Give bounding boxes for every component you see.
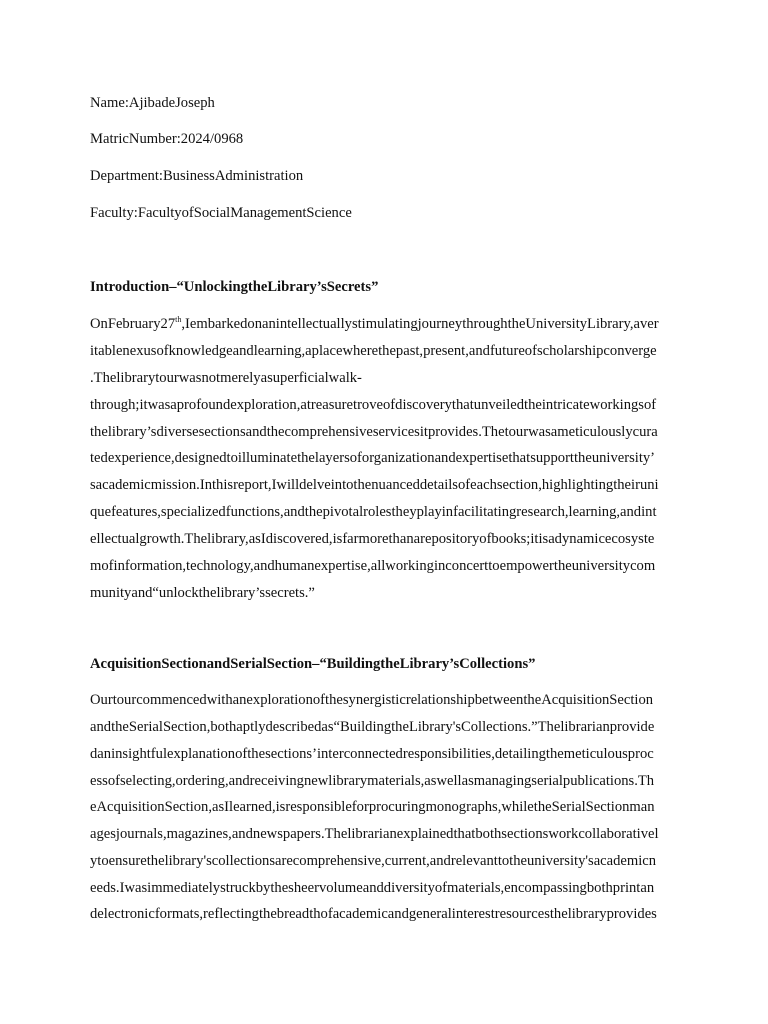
introduction-line: ellectualgrowth.Thelibrary,asIdiscovered,isfarmorethanarepositoryofbooks;itisadynamicecosyste (90, 531, 655, 547)
introduction-line: mofinformation,technology,andhumanexpertise,allworkinginconcerttoempowertheuniversitycom (90, 558, 656, 574)
acquisition-line: essofselecting,ordering,andreceivingnewlibrarymaterials,aswellasmanagingserialpublications.Th (90, 773, 655, 789)
introduction-line: sacademicmission.Inthisreport,Iwilldelveintothenuanceddetailsofeachsection,highlightingtheiruni (90, 477, 659, 493)
first-line-prefix: OnFebruary27 (90, 316, 176, 332)
introduction-line: through;itwasaprofoundexploration,atreasuretroveofdiscoverythatunveiledtheintricateworkingsof (90, 397, 657, 413)
introduction-line: tedexperience,designedtoilluminatethelayersoforganizationandexpertisethatsupporttheuniversity’ (90, 450, 656, 466)
first-line-superscript: th (175, 315, 182, 325)
acquisition-line: ytoensurethelibrary'scollectionsarecomprehensive,current,andrelevanttotheuniversity'sacademicn (90, 853, 657, 869)
acquisition-line: agesjournals,magazines,andnewspapers.Thelibrarianexplainedthatbothsectionsworkcollaborativel (90, 826, 659, 842)
acquisition-line: OurtourcommencedwithanexplorationofthesynergisticrelationshipbetweentheAcquisitionSection (90, 692, 654, 708)
introduction-line: quefeatures,specializedfunctions,andthepivotalrolestheyplayinfacilitatingresearch,learning,andint (90, 504, 657, 520)
acquisition-line: daninsightfulexplanationofthesections’interconnectedresponsibilities,detailingthemeticulousproc (90, 746, 654, 762)
introduction-heading: Introduction–“UnlockingtheLibrary’sSecrets” (90, 279, 379, 295)
introduction-first-line (90, 314, 678, 334)
introduction-line: itablenexusofknowledgeandlearning,aplacewherethepast,present,andfutureofscholarshipconverge (90, 343, 657, 359)
faculty: Faculty:FacultyofSocialManagementScience (90, 205, 352, 221)
first-line-suffix: ,Iembarkedonanintellectuallystimulatingjourneythroughthe​UniversityLibrary,aver (181, 316, 659, 332)
introduction-line: .Thelibrarytourwasnotmerelyasuperficialwalk- (90, 370, 362, 386)
acquisition-line: delectronicformats,reflectingthebreadthofacademicandgeneralinterestresourcesthelibraryprovides (90, 906, 657, 922)
introduction-line: thelibrary’sdiversesectionsandthecomprehensiveservicesitprovides.Thetourwasameticulouslycura (90, 424, 658, 440)
acquisition-heading: AcquisitionSectionandSerialSection–“BuildingtheLibrary’sCollections” (90, 656, 536, 672)
student-name: Name:AjibadeJoseph (90, 95, 215, 111)
acquisition-line: eeds.Iwasimmediatelystruckbythesheervolumeanddiversityofmaterials,encompassingbothprintan (90, 880, 655, 896)
acquisition-line: eAcquisitionSection,asIlearned,isresponsibleforprocuringmonographs,whiletheSerialSectionman (90, 799, 655, 815)
introduction-line: munityand“unlockthelibrary’ssecrets.” (90, 585, 315, 601)
acquisition-line: andtheSerialSection,bothaptlydescribedas“BuildingtheLibrary'sCollections.”Thelibrarianprovide (90, 719, 655, 735)
matric-number: MatricNumber:2024/0968 (90, 131, 244, 147)
department: Department:BusinessAdministration (90, 168, 304, 184)
